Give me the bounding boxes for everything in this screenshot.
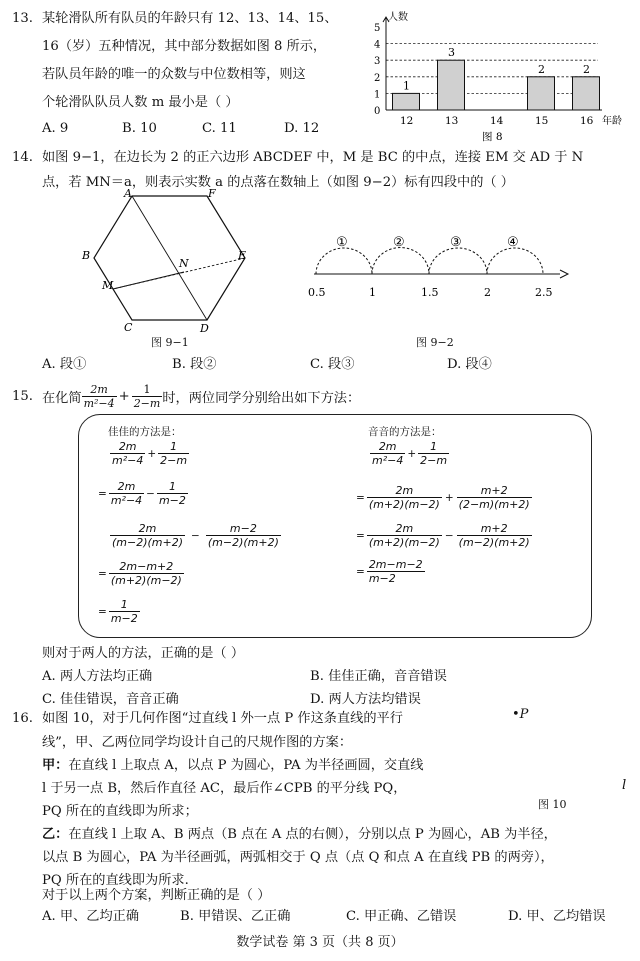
segment-arc-3 <box>429 248 487 274</box>
q16-number: 16. <box>12 711 33 726</box>
bar-16 <box>573 77 600 110</box>
yinyin-step2-frac-b <box>457 484 532 511</box>
tick-label-2: 2 <box>484 286 491 299</box>
segment-label-3: ③ <box>450 235 462 250</box>
q13-option-d: D. 12 <box>284 121 320 136</box>
segment-mn <box>113 272 184 289</box>
yinyin-step3-eq: = <box>356 529 365 542</box>
label-m: M <box>102 279 114 292</box>
x-tick-label-13: 13 <box>445 115 459 127</box>
q14-option-d: D. 段④ <box>447 357 492 372</box>
yinyin-step3-b-num: m+2 <box>457 522 532 536</box>
label-d: D <box>200 322 209 335</box>
label-b: B <box>82 249 91 262</box>
jiajia-step5-eq: = <box>98 605 107 618</box>
yinyin-step3-op: − <box>444 529 454 542</box>
jiajia-step-3 <box>110 522 281 549</box>
bar-12 <box>393 93 420 110</box>
tick-label-1: 1 <box>369 286 376 299</box>
jiajia-step-2 <box>98 480 188 507</box>
q13-text-line3: 若队员年龄的唯一的众数与中位数相等，则这 <box>42 67 306 82</box>
label-c: C <box>124 321 133 334</box>
label-e: E <box>238 249 247 262</box>
q15-intro-prefix: 在化简 <box>42 390 82 406</box>
q15-fraction-1-denominator: m²−4 <box>83 396 115 410</box>
data-label-15: 2 <box>538 62 545 76</box>
jiajia-method-title: 佳佳的方法是： <box>108 426 182 438</box>
bar-13 <box>438 60 465 110</box>
jiajia-step-1 <box>110 440 189 467</box>
jiajia-step1-frac-b <box>158 440 189 467</box>
yinyin-step2-b-den: (2−m)(m+2) <box>458 498 530 511</box>
q13-text-line1: 某轮滑队所有队员的年龄只有 12、13、14、15、 <box>42 11 338 26</box>
y-tick-label-3: 3 <box>374 56 381 68</box>
q16-option-c: C. 甲正确、乙错误 <box>346 909 457 924</box>
yinyin-step4-eq: = <box>356 565 365 578</box>
yi-text-1: 在直线 l 上取 A、B 两点（B 点在 A 点的右侧），分别以点 P 为圆心，AB 为半径， <box>68 827 557 842</box>
yinyin-step2-b-num: m+2 <box>457 484 532 498</box>
q16-jia-line3: PQ 所在的直线即为所求； <box>42 804 198 819</box>
q15-option-a: A. 两人方法均正确 <box>42 669 153 684</box>
q15-number: 15. <box>12 389 33 404</box>
label-a: A <box>124 187 132 200</box>
yinyin-step3-frac-a <box>367 522 442 549</box>
q13-option-b: B. 10 <box>122 121 157 136</box>
segment-arc-1 <box>316 248 372 274</box>
tick-label-2-5: 2.5 <box>535 286 553 299</box>
tick-label-1-5: 1.5 <box>421 286 439 299</box>
q13-option-c: C. 11 <box>202 121 237 136</box>
q16-question: 对于以上两个方案，判断正确的是（ ） <box>42 888 271 903</box>
jiajia-step5-den: m−2 <box>110 612 138 625</box>
x-tick-label-16: 16 <box>580 115 594 127</box>
jiajia-step2-a-num: 2m <box>109 480 144 494</box>
jiajia-step3-a-num: 2m <box>110 522 185 536</box>
q15-question: 则对于两人的方法，正确的是（ ） <box>42 646 245 661</box>
q16-option-a: A. 甲、乙均正确 <box>42 909 140 924</box>
yinyin-step4-den: m−2 <box>368 572 396 585</box>
q16-option-d: D. 甲、乙均错误 <box>508 909 606 924</box>
point-p-label: P <box>519 707 529 722</box>
yi-label: 乙： <box>42 827 69 842</box>
jiajia-step2-b-den: m−2 <box>158 494 186 507</box>
y-tick-label-5: 5 <box>374 23 381 34</box>
jiajia-step3-b-num: m−2 <box>206 522 281 536</box>
q13-text-line4: 个轮滑队队员人数 m 最小是（ ） <box>42 95 239 110</box>
q16-yi-line1 <box>42 822 557 847</box>
segment-label-2: ② <box>393 235 405 250</box>
yinyin-step1-b-den: 2−m <box>420 454 448 467</box>
jiajia-step1-a-num: 2m <box>110 440 145 454</box>
data-label-16: 2 <box>583 62 590 76</box>
page-footer: 数学试卷 第 3 页（共 8 页） <box>236 935 404 950</box>
q15-fraction-2-denominator: 2−m <box>133 396 161 410</box>
y-tick-label-1: 1 <box>374 89 381 101</box>
figure-9-2-caption: 图 9−2 <box>416 336 454 349</box>
jia-text-1: 在直线 l 上取点 A，以点 P 为圆心，PA 为半径画圆，交直线 <box>68 758 424 773</box>
jiajia-step3-frac-b <box>206 522 281 549</box>
jiajia-step4-frac <box>109 560 184 587</box>
q16-option-b: B. 甲错误、乙正确 <box>180 909 291 924</box>
x-tick-label-12: 12 <box>400 115 414 127</box>
yinyin-step3-frac-b <box>457 522 532 549</box>
jiajia-step1-frac-a <box>110 440 145 467</box>
yinyin-step1-a-den: m²−4 <box>372 454 404 467</box>
yinyin-step2-op: + <box>444 491 454 504</box>
yinyin-step3-a-den: (m+2)(m−2) <box>368 536 440 549</box>
jia-label: 甲： <box>42 758 69 773</box>
yinyin-step1-b-num: 1 <box>418 440 449 454</box>
segment-arc-2 <box>372 248 429 274</box>
q16-yi-line2: 以点 B 为圆心，PA 为半径画弧，两弧相交于 Q 点（点 Q 和点 A 在直线 PB 的两旁）， <box>42 850 554 865</box>
jiajia-step5-frac <box>109 598 140 625</box>
yinyin-step4-num: 2m−m−2 <box>368 558 423 571</box>
yinyin-step1-frac-b <box>418 440 449 467</box>
yinyin-step3-b-den: (m−2)(m+2) <box>458 536 530 549</box>
q16-jia-line2: l 于另一点 B，然后作直径 AC，最后作∠CPB 的平分线 PQ， <box>42 781 407 796</box>
q14-text-line1: 如图 9−1，在边长为 2 的正六边形 ABCDEF 中，M 是 BC 的中点，连接 EM 交 AD 于 N <box>42 150 584 165</box>
jiajia-step1-b-den: 2−m <box>160 454 188 467</box>
yinyin-step1-op: + <box>407 447 417 460</box>
figure-10-caption: 图 10 <box>538 798 567 811</box>
label-f: F <box>208 187 216 200</box>
bar-15 <box>528 77 555 110</box>
jiajia-step4-num: 2m−m+2 <box>109 560 184 574</box>
y-tick-label-4: 4 <box>374 39 381 51</box>
q14-option-b: B. 段② <box>172 357 217 372</box>
figure-9-1-hexagon <box>80 186 270 356</box>
yinyin-step1-frac-a <box>370 440 405 467</box>
figure-10-point-p <box>512 707 528 722</box>
q14-text-line2: 点，若 MN＝a，则表示实数 a 的点落在数轴上（如图 9−2）标有四段中的（ ） <box>42 175 514 190</box>
q15-fraction-1 <box>82 383 117 410</box>
jiajia-step1-op: + <box>147 447 157 460</box>
data-label-13: 3 <box>448 46 455 60</box>
y-axis-label: 人数 <box>388 12 408 23</box>
jiajia-step-5 <box>98 598 140 625</box>
axis-arrow-icon <box>560 270 568 278</box>
q15-plus-sign: + <box>118 388 130 404</box>
yinyin-step2-frac-a <box>367 484 442 511</box>
figure-9-1-caption: 图 9−1 <box>151 336 189 349</box>
q15-fraction-2 <box>132 383 163 410</box>
q14-number: 14. <box>12 150 33 165</box>
jiajia-step2-eq: = <box>98 487 107 500</box>
jiajia-step-4 <box>98 560 184 587</box>
q15-intro-suffix: 时，两位同学分别给出如下方法： <box>162 390 361 406</box>
segment-label-1: ① <box>336 235 348 250</box>
jiajia-step1-a-den: m²−4 <box>112 454 144 467</box>
jiajia-step3-b-den: (m−2)(m+2) <box>207 536 279 549</box>
q15-intro <box>42 378 360 414</box>
figure-8-caption: 图 8 <box>482 131 503 143</box>
y-tick-label-2: 2 <box>374 72 381 84</box>
jiajia-step2-b-num: 1 <box>157 480 188 494</box>
x-axis-label: 年龄 <box>602 116 622 127</box>
yinyin-step-4 <box>356 558 425 585</box>
yinyin-step2-a-den: (m+2)(m−2) <box>368 498 440 511</box>
jiajia-step4-den: (m+2)(m−2) <box>110 574 182 587</box>
q14-option-c: C. 段③ <box>310 357 355 372</box>
jiajia-step3-a-den: (m−2)(m+2) <box>112 536 184 549</box>
q13-option-a: A. 9 <box>42 121 69 136</box>
figure-9-2-number-line <box>300 232 580 302</box>
q13-number: 13. <box>12 11 33 26</box>
yinyin-step3-a-num: 2m <box>367 522 442 536</box>
yinyin-step-3 <box>356 522 532 549</box>
yinyin-step4-frac <box>367 558 425 585</box>
q16-yi-line3: PQ 所在的直线即为所求. <box>42 873 189 888</box>
segment-arc-4 <box>487 248 543 274</box>
jiajia-step5-num: 1 <box>109 598 140 612</box>
q16-text-line2: 线”，甲、乙两位同学均设计自己的尺规作图的方案： <box>42 735 353 750</box>
y-tick-label-0: 0 <box>374 106 381 117</box>
q16-text-line1: 如图 10，对于几何作图“过直线 l 外一点 P 作这条直线的平行 <box>42 711 403 726</box>
yinyin-step2-eq: = <box>356 491 365 504</box>
q14-option-a: A. 段① <box>42 357 87 372</box>
figure-10-line-label: l <box>622 778 627 793</box>
jiajia-step2-frac-a <box>109 480 144 507</box>
q15-option-b: B. 佳佳正确，音音错误 <box>310 669 447 684</box>
q15-option-c: C. 佳佳错误，音音正确 <box>42 692 179 707</box>
point-p-dot-icon: • <box>512 707 520 722</box>
yinyin-step2-a-num: 2m <box>367 484 442 498</box>
x-tick-label-15: 15 <box>535 115 549 127</box>
yinyin-method-title: 音音的方法是： <box>368 426 442 438</box>
data-label-12: 1 <box>403 79 410 93</box>
diagonal-ad <box>132 196 207 320</box>
figure-8-bar-chart <box>366 8 636 146</box>
label-n: N <box>179 257 189 270</box>
yinyin-step1-a-num: 2m <box>370 440 405 454</box>
jiajia-step3-frac-a <box>110 522 185 549</box>
tick-label-0-5: 0.5 <box>308 286 326 299</box>
q15-fraction-2-numerator: 1 <box>132 383 163 397</box>
jiajia-step2-frac-b <box>157 480 188 507</box>
q16-jia-line1 <box>42 753 423 778</box>
jiajia-step3-op: − <box>191 529 200 542</box>
jiajia-step1-b-num: 1 <box>158 440 189 454</box>
yinyin-step-2 <box>356 484 532 511</box>
jiajia-step2-a-den: m²−4 <box>110 494 143 507</box>
jiajia-step4-eq: = <box>98 567 107 580</box>
q15-fraction-1-numerator: 2m <box>82 383 117 397</box>
q15-option-d: D. 两人方法均错误 <box>310 692 421 707</box>
jiajia-step2-op: − <box>146 487 155 500</box>
q13-text-line2: 16（岁）五种情况，其中部分数据如图 8 所示， <box>42 39 327 54</box>
x-tick-label-14: 14 <box>490 115 504 127</box>
yinyin-step-1 <box>370 440 449 467</box>
segment-label-4: ④ <box>507 235 519 250</box>
